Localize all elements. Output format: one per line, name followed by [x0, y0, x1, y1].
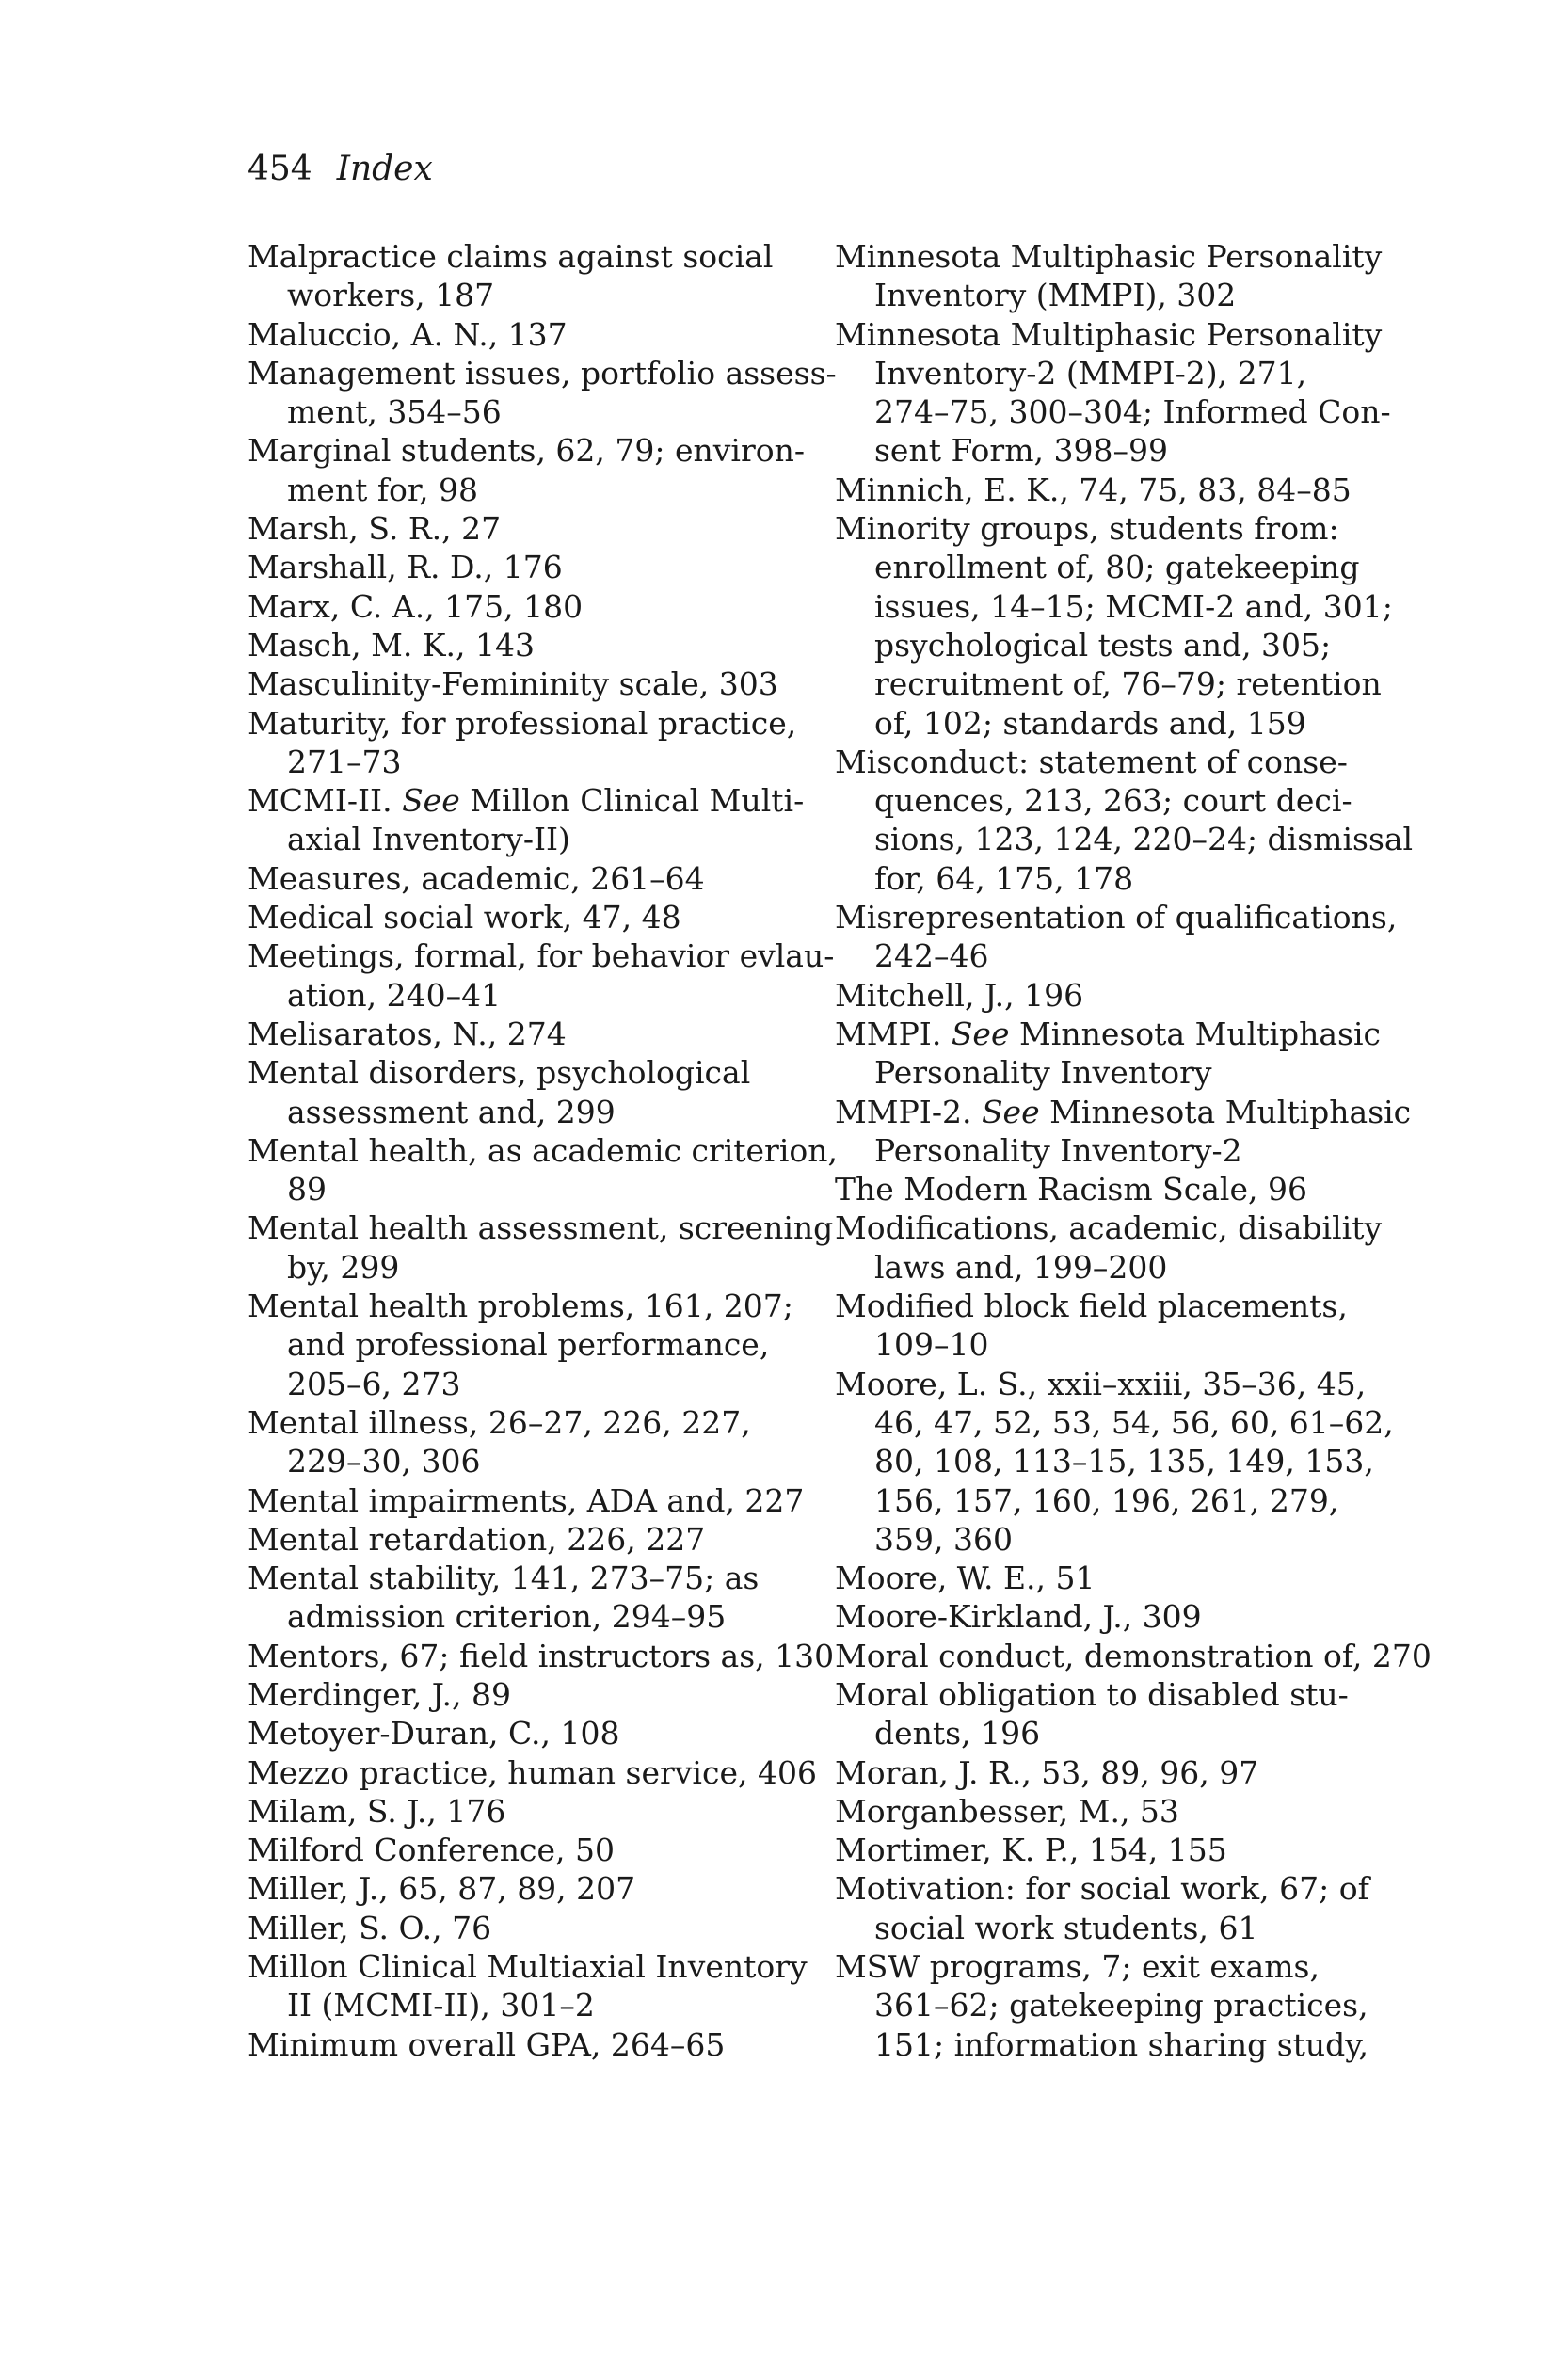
index-entry-continuation: by, 299	[287, 1248, 400, 1286]
index-entry	[248, 1675, 812, 1714]
see-reference: See	[951, 1015, 1010, 1052]
index-entry-continuation: 359, 360	[874, 1520, 1013, 1558]
index-entry-continuation: workers, 187	[287, 277, 495, 314]
index-entry-heading: Mental health, as academic criterion,	[248, 1131, 838, 1169]
index-entry	[835, 1365, 1394, 1559]
index-entry	[835, 1637, 1432, 1675]
index-entry-heading: Mental illness, 26–27, 226, 227,	[248, 1403, 751, 1441]
index-entry-continuation: and professional performance,	[287, 1326, 770, 1364]
index-entry	[248, 1520, 812, 1559]
entry-term: MCMI-II.	[248, 782, 403, 820]
index-entry-heading: Minority groups, students from:	[835, 510, 1339, 548]
index-entry-continuation: 46, 47, 52, 53, 54, 56, 60, 61–62,	[874, 1403, 1394, 1441]
index-entry	[248, 237, 812, 315]
index-entry-continuation: Inventory-2 (MMPI-2), 271,	[874, 354, 1307, 392]
index-entry-heading: Moore-Kirkland, J., 309	[835, 1598, 1202, 1636]
index-entry	[248, 626, 812, 664]
section-title: Index	[336, 150, 433, 188]
index-entry	[835, 976, 1362, 1015]
index-entry	[835, 1093, 1412, 1171]
index-entry	[248, 1869, 812, 1908]
index-entry-continuation: laws and, 199–200	[874, 1248, 1168, 1286]
index-entry-continuation: sions, 123, 124, 220–24; dismissal	[874, 821, 1414, 858]
index-entry-heading: Miller, S. O., 76	[248, 1909, 492, 1946]
index-entry	[248, 431, 812, 509]
index-entry-heading	[248, 781, 812, 820]
index-entry	[835, 471, 1362, 509]
index-entry-continuation: Personality Inventory-2	[874, 1131, 1242, 1169]
index-entry-heading: Moran, J. R., 53, 89, 96, 97	[835, 1753, 1259, 1791]
index-entry	[835, 1597, 1362, 1636]
index-entry-continuation: 89	[287, 1171, 327, 1208]
index-entry-heading: Moral obligation to disabled stu-	[835, 1675, 1349, 1713]
see-reference: See	[402, 782, 460, 820]
index-entry	[835, 898, 1398, 976]
index-entry	[248, 859, 812, 898]
index-entry	[248, 548, 812, 586]
index-entry-heading: Metoyer-Duran, C., 108	[248, 1715, 620, 1752]
index-entry-continuation: dents, 196	[874, 1715, 1041, 1752]
index-entry-heading: Modified block field placements,	[835, 1288, 1348, 1325]
index-entry-continuation: ment, 354–56	[287, 393, 502, 431]
index-entry-heading: Mentors, 67; field instructors as, 130	[248, 1637, 835, 1674]
index-entry	[248, 1131, 838, 1209]
index-entry-heading: Misconduct: statement of conse-	[835, 743, 1348, 780]
index-entry-heading: Measures, academic, 261–64	[248, 859, 705, 897]
index-entry	[248, 1015, 812, 1053]
index-entry-heading: Minnesota Multiphasic Personality	[835, 238, 1383, 275]
index-entry	[248, 2025, 812, 2064]
index-entry-heading: Mitchell, J., 196	[835, 976, 1084, 1014]
index-entry	[835, 1015, 1382, 1093]
index-entry-continuation: 242–46	[874, 937, 989, 975]
index-entry	[248, 1753, 817, 1792]
index-entry-heading: Medical social work, 47, 48	[248, 899, 681, 936]
index-entry	[835, 1287, 1362, 1365]
index-entry-heading: Modifications, academic, disability	[835, 1209, 1383, 1247]
index-entry-continuation: ation, 240–41	[287, 976, 502, 1014]
index-entry-continuation: psychological tests and, 305;	[874, 626, 1332, 664]
index-entry	[248, 1947, 812, 2025]
see-target: Minnesota Multiphasic	[1039, 1093, 1412, 1130]
index-entry	[248, 1792, 812, 1831]
index-entry-continuation: 109–10	[874, 1326, 989, 1364]
index-entry-continuation: Personality Inventory	[874, 1054, 1212, 1092]
index-entry-heading: Mental health problems, 161, 207;	[248, 1288, 793, 1325]
index-entry	[248, 781, 812, 859]
index-entry-continuation: 229–30, 306	[287, 1443, 481, 1480]
index-entry	[835, 1559, 1362, 1597]
index-entry	[248, 1909, 812, 1947]
index-entry-heading: Mental disorders, psychological	[248, 1054, 751, 1092]
index-entry	[835, 1753, 1362, 1792]
index-entry-continuation: enrollment of, 80; gatekeeping	[874, 549, 1360, 586]
see-target: Minnesota Multiphasic	[1009, 1015, 1382, 1052]
index-entry-continuation: axial Inventory-II)	[287, 821, 570, 858]
index-entry-heading: Moore, L. S., xxii–xxiii, 35–36, 45,	[835, 1365, 1367, 1402]
index-entry	[835, 1170, 1362, 1208]
index-entry-continuation: 271–73	[287, 743, 402, 780]
index-entry	[835, 315, 1391, 471]
index-entry	[248, 1714, 812, 1752]
index-entry	[248, 315, 812, 354]
index-entry-continuation: 151; information sharing study,	[874, 2025, 1369, 2063]
index-entry-heading: Mental health assessment, screening	[248, 1209, 834, 1247]
index-entry	[248, 704, 812, 782]
index-entry-heading	[835, 1015, 1382, 1053]
index-entry-continuation: 361–62; gatekeeping practices,	[874, 1987, 1368, 2024]
index-entry-heading: Milam, S. J., 176	[248, 1792, 506, 1830]
index-entry-continuation: for, 64, 175, 178	[874, 859, 1134, 897]
index-entry-heading: Milford Conference, 50	[248, 1832, 616, 1869]
see-target: Millon Clinical Multi-	[459, 782, 805, 820]
index-entry-heading: Morganbesser, M., 53	[835, 1792, 1179, 1830]
entry-term: MMPI.	[835, 1015, 952, 1052]
index-entry-heading: Miller, J., 65, 87, 89, 207	[248, 1870, 636, 1908]
index-entry	[248, 1403, 812, 1481]
entry-term: MMPI-2.	[835, 1093, 982, 1130]
index-entry-heading: Meetings, formal, for behavior evlau-	[248, 937, 835, 975]
index-entry-heading: The Modern Racism Scale, 96	[835, 1171, 1307, 1208]
index-column-left	[248, 237, 838, 2064]
index-entry-continuation: issues, 14–15; MCMI-2 and, 301;	[874, 587, 1393, 625]
index-entry	[248, 898, 812, 936]
index-entry-continuation: sent Form, 398–99	[874, 432, 1168, 470]
index-entry-heading: Minnesota Multiphasic Personality	[835, 315, 1383, 353]
index-entry	[835, 237, 1383, 315]
index-entry	[835, 1792, 1362, 1831]
index-entry-heading: MSW programs, 7; exit exams,	[835, 1948, 1320, 1986]
index-entry	[835, 1675, 1362, 1753]
index-entry-heading: Millon Clinical Multiaxial Inventory	[248, 1948, 808, 1986]
index-entry-heading: Moral conduct, demonstration of, 270	[835, 1637, 1432, 1674]
index-entry	[835, 1947, 1369, 2064]
index-entry-continuation: assessment and, 299	[287, 1093, 616, 1130]
index-entry-continuation: II (MCMI-II), 301–2	[287, 1987, 595, 2024]
index-entry-continuation: 274–75, 300–304; Informed Con-	[874, 393, 1391, 431]
index-entry-heading: Maturity, for professional practice,	[248, 704, 797, 742]
index-entry	[248, 1559, 812, 1637]
index-entry-heading: Motivation: for social work, 67; of	[835, 1870, 1369, 1908]
index-entry-heading: Marshall, R. D., 176	[248, 549, 563, 586]
index-entry	[248, 936, 835, 1015]
running-head	[248, 143, 433, 196]
index-entry-heading: Mental impairments, ADA and, 227	[248, 1481, 805, 1519]
index-entry-continuation: admission criterion, 294–95	[287, 1598, 727, 1636]
index-entry-heading: Mortimer, K. P., 154, 155	[835, 1832, 1227, 1869]
index-entry-continuation: recruitment of, 76–79; retention	[874, 665, 1382, 703]
index-entry	[248, 1208, 834, 1287]
index-entry	[835, 1208, 1383, 1287]
index-entry-continuation: 205–6, 273	[287, 1365, 461, 1402]
index-entry-heading: Marx, C. A., 175, 180	[248, 587, 584, 625]
index-entry-heading: Minnich, E. K., 74, 75, 83, 84–85	[835, 471, 1352, 508]
index-entry-heading: Masculinity-Femininity scale, 303	[248, 665, 778, 703]
index-entry-heading: Masch, M. K., 143	[248, 626, 535, 664]
index-entry-continuation: social work students, 61	[874, 1909, 1258, 1946]
index-entry	[248, 1053, 812, 1131]
index-entry	[835, 1831, 1362, 1869]
index-entry-heading: Management issues, portfolio assess-	[248, 354, 837, 392]
index-entry-heading: Misrepresentation of qualifications,	[835, 899, 1398, 936]
index-entry	[835, 1869, 1369, 1947]
index-entry	[248, 1831, 812, 1869]
index-entry-heading: Mental stability, 141, 273–75; as	[248, 1560, 760, 1597]
index-entry-continuation: ment for, 98	[287, 471, 479, 508]
index-entry-continuation: 156, 157, 160, 196, 261, 279,	[874, 1481, 1339, 1519]
index-entry-heading: Melisaratos, N., 274	[248, 1015, 567, 1052]
index-entry-heading	[835, 1093, 1412, 1131]
index-entry-continuation: of, 102; standards and, 159	[874, 704, 1306, 742]
index-entry-continuation: quences, 213, 263; court deci-	[874, 782, 1352, 820]
index-entry-heading: Malpractice claims against social	[248, 238, 774, 275]
index-entry-heading: Moore, W. E., 51	[835, 1560, 1096, 1597]
index-entry	[248, 1637, 835, 1675]
index-entry	[248, 354, 837, 432]
index-entry-heading: Marginal students, 62, 79; environ-	[248, 432, 806, 470]
index-entry-heading: Marsh, S. R., 27	[248, 510, 502, 548]
index-entry	[835, 509, 1393, 743]
index-column-right	[835, 237, 1432, 2064]
index-entry	[248, 1287, 812, 1403]
see-reference: See	[981, 1093, 1040, 1130]
index-entry	[248, 509, 812, 548]
index-entry-continuation: 80, 108, 113–15, 135, 149, 153,	[874, 1443, 1374, 1480]
index-entry-heading: Mezzo practice, human service, 406	[248, 1753, 817, 1791]
index-entry	[248, 1481, 812, 1520]
index-entry	[248, 587, 812, 626]
index-entry-continuation: Inventory (MMPI), 302	[874, 277, 1237, 314]
index-entry-heading: Minimum overall GPA, 264–65	[248, 2025, 726, 2063]
index-entry-heading: Merdinger, J., 89	[248, 1675, 511, 1713]
index-entry	[835, 743, 1414, 898]
index-entry-heading: Maluccio, A. N., 137	[248, 315, 568, 353]
page-number: 454	[248, 150, 312, 188]
index-entry	[248, 664, 812, 703]
index-entry-heading: Mental retardation, 226, 227	[248, 1520, 706, 1558]
